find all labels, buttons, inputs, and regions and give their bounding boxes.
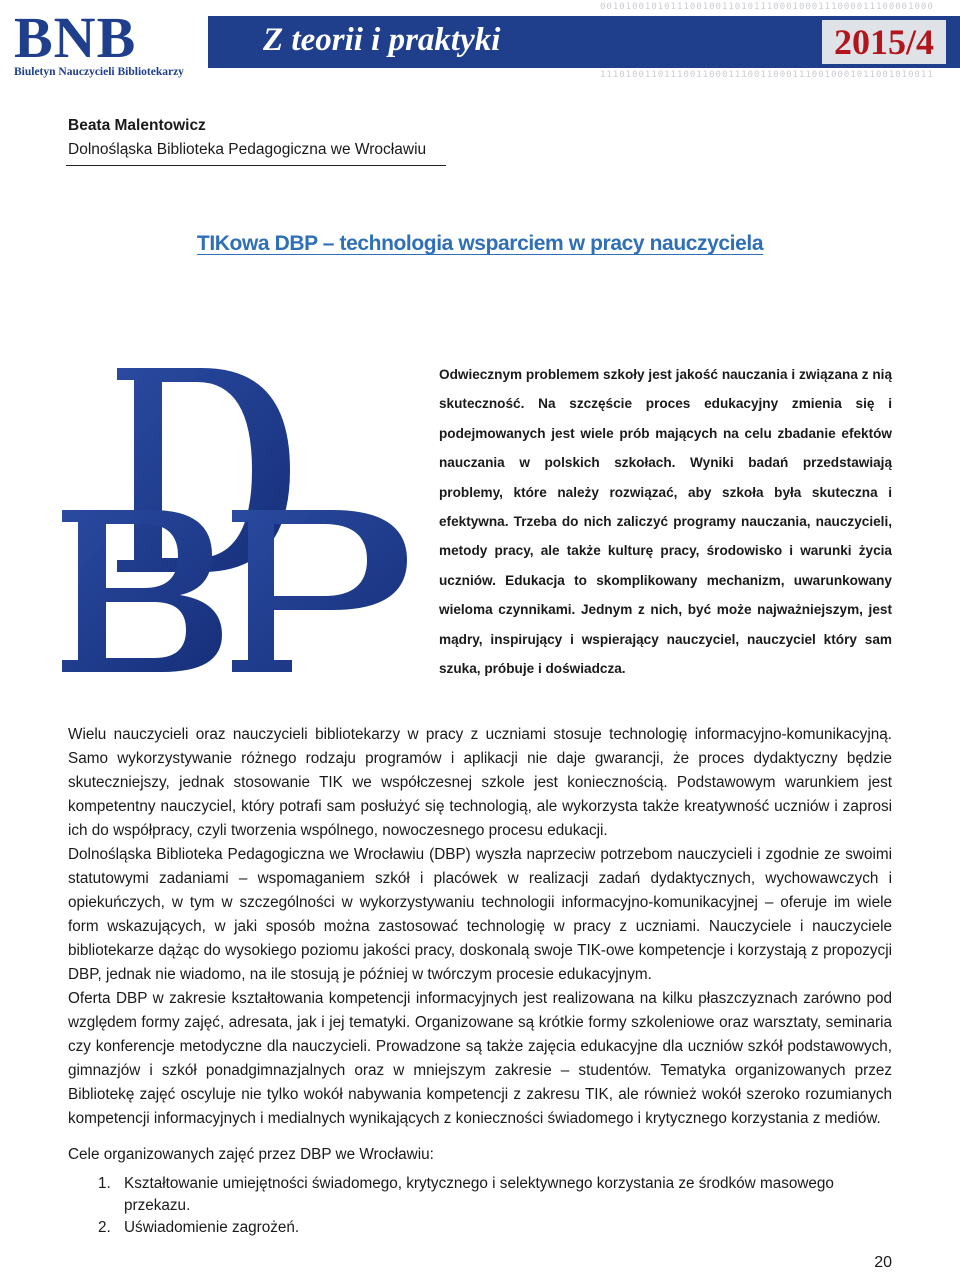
list-item <box>68 1217 892 1239</box>
bnb-logo <box>12 5 212 82</box>
binary-pattern: 0010100101011100100110101110001000111000011100001000 <box>600 2 934 12</box>
lead-paragraph: Odwiecznym problemem szkoły jest jakość nauczania i związana z nią skuteczność. Na szczęście proces edukacyjny zmienia się i podejmowanych jest wiele prób mających na celu zbadanie efektów nauczania w polskich szkołach. Wyniki badań przedstawiają problemy, które należy rozwiązać, aby szkoła była skuteczna i efektywna. Trzeba do nich zaliczyć programy nauczania, nauczycieli, metody pracy, ale także kulturę pracy, środowisko i warunki życia uczniów. Edukacja to skomplikowany mechanizm, uwarunkowany wieloma czynnikami. Jednym z nich, być może najważniejszym, jest mądry, inspirujący i wspierający nauczyciel, nauczyciel który sam szuka, próbuje i doświadcza. <box>439 367 892 677</box>
logo-letters: BNB <box>14 5 137 70</box>
list-number: 1. <box>98 1175 111 1192</box>
list-item <box>68 1173 892 1217</box>
body-paragraph-2: Dolnośląska Biblioteka Pedagogiczna we Wrocławiu (DBP) wyszła naprzeciw potrzebom nauczycieli i zgodnie ze swoimi statutowymi zadaniami – wspomaganiem szkół i placówek w realizacji zadań dydaktycznych, wychowawczych i opiekuńczych, w tym w szczególności w wykorzystywaniu technologii informacyjno-komunikacyjnej – oferuje im wiele form wskazujących, w jaki sposób można zastosować technologię w pracy z uczniami. Nauczyciele i nauczyciele bibliotekarze dążąc do wysokiego poziomu jakości pracy, doskonalą swoje TIK-owe kompetencje i korzystają z propozycji DBP, jednak nie wiadomo, na ile stosują je później w twórczym procesie edukacyjnym. <box>68 846 892 984</box>
goals-list <box>68 1173 892 1239</box>
issue-badge: 2015/4 <box>822 20 946 64</box>
header-banner <box>0 0 960 84</box>
body-paragraph-4: Cele organizowanych zajęć przez DBP we Wrocławiu: <box>68 1146 434 1163</box>
list-text: Kształtowanie umiejętności świadomego, krytycznego i selektywnego korzystania ze środków masowego przekazu. <box>124 1175 834 1214</box>
author-divider <box>66 165 446 166</box>
body-paragraph-1: Wielu nauczycieli oraz nauczycieli bibliotekarzy w pracy z uczniami stosuje technologię informacyjno-komunikacyjną. Samo wykorzystywanie różnego rodzaju programów i aplikacji nie daje gwarancji, że proces dydaktyczny będzie skuteczniejszy, jednak stosowanie TIK we współczesnej szkole jest koniecznością. Podstawowym warunkiem jest kompetentny nauczyciel, który potrafi sam posłużyć się technologią, ale wykorzysta także kreatywność uczniów i zaprosi ich do współpracy, czyli tworzenia wspólnego, nowoczesnego procesu edukacji. <box>68 726 892 840</box>
author-affiliation: Dolnośląska Biblioteka Pedagogiczna we Wrocławiu <box>68 141 427 158</box>
article-title: TIKowa DBP – technologia wsparciem w pracy nauczyciela <box>196 232 764 255</box>
page-number: 20 <box>874 1254 892 1271</box>
binary-pattern: 1110100110111001100011100110001110010001011001010011 <box>600 70 934 80</box>
list-text: Uświadomienie zagrożeń. <box>124 1219 300 1236</box>
author-name: Beata Malentowicz <box>68 117 206 134</box>
dbp-logo-icon <box>62 360 422 676</box>
list-number: 2. <box>98 1219 111 1236</box>
logo-subtitle: Biuletyn Nauczycieli Bibliotekarzy <box>14 66 184 78</box>
body-paragraph-3: Oferta DBP w zakresie kształtowania kompetencji informacyjnych jest realizowana na kilku płaszczyznach zarówno pod względem formy zajęć, adresata, jak i jej tematyki. Organizowane są krótkie formy szkoleniowe oraz warsztaty, seminaria czy konferencje metodyczne dla nauczycieli. Prowadzone są także zajęcia edukacyjne dla uczniów szkół podstawowych, gimnazjów i szkół ponadgimnazjalnych oraz w mniejszym zakresie – studentów. Tematyka organizowanych przez Bibliotekę zajęć oscyluje nie tylko wokół nabywania kompetencji z zakresu TIK, ale również wokół szeroko rozumianych kompetencji informacyjnych i medialnych wynikających z konieczności świadomego i krytycznego korzystania z mediów. <box>68 990 892 1128</box>
section-title: Z teorii i praktyki <box>263 22 501 58</box>
section-ribbon <box>208 16 960 68</box>
